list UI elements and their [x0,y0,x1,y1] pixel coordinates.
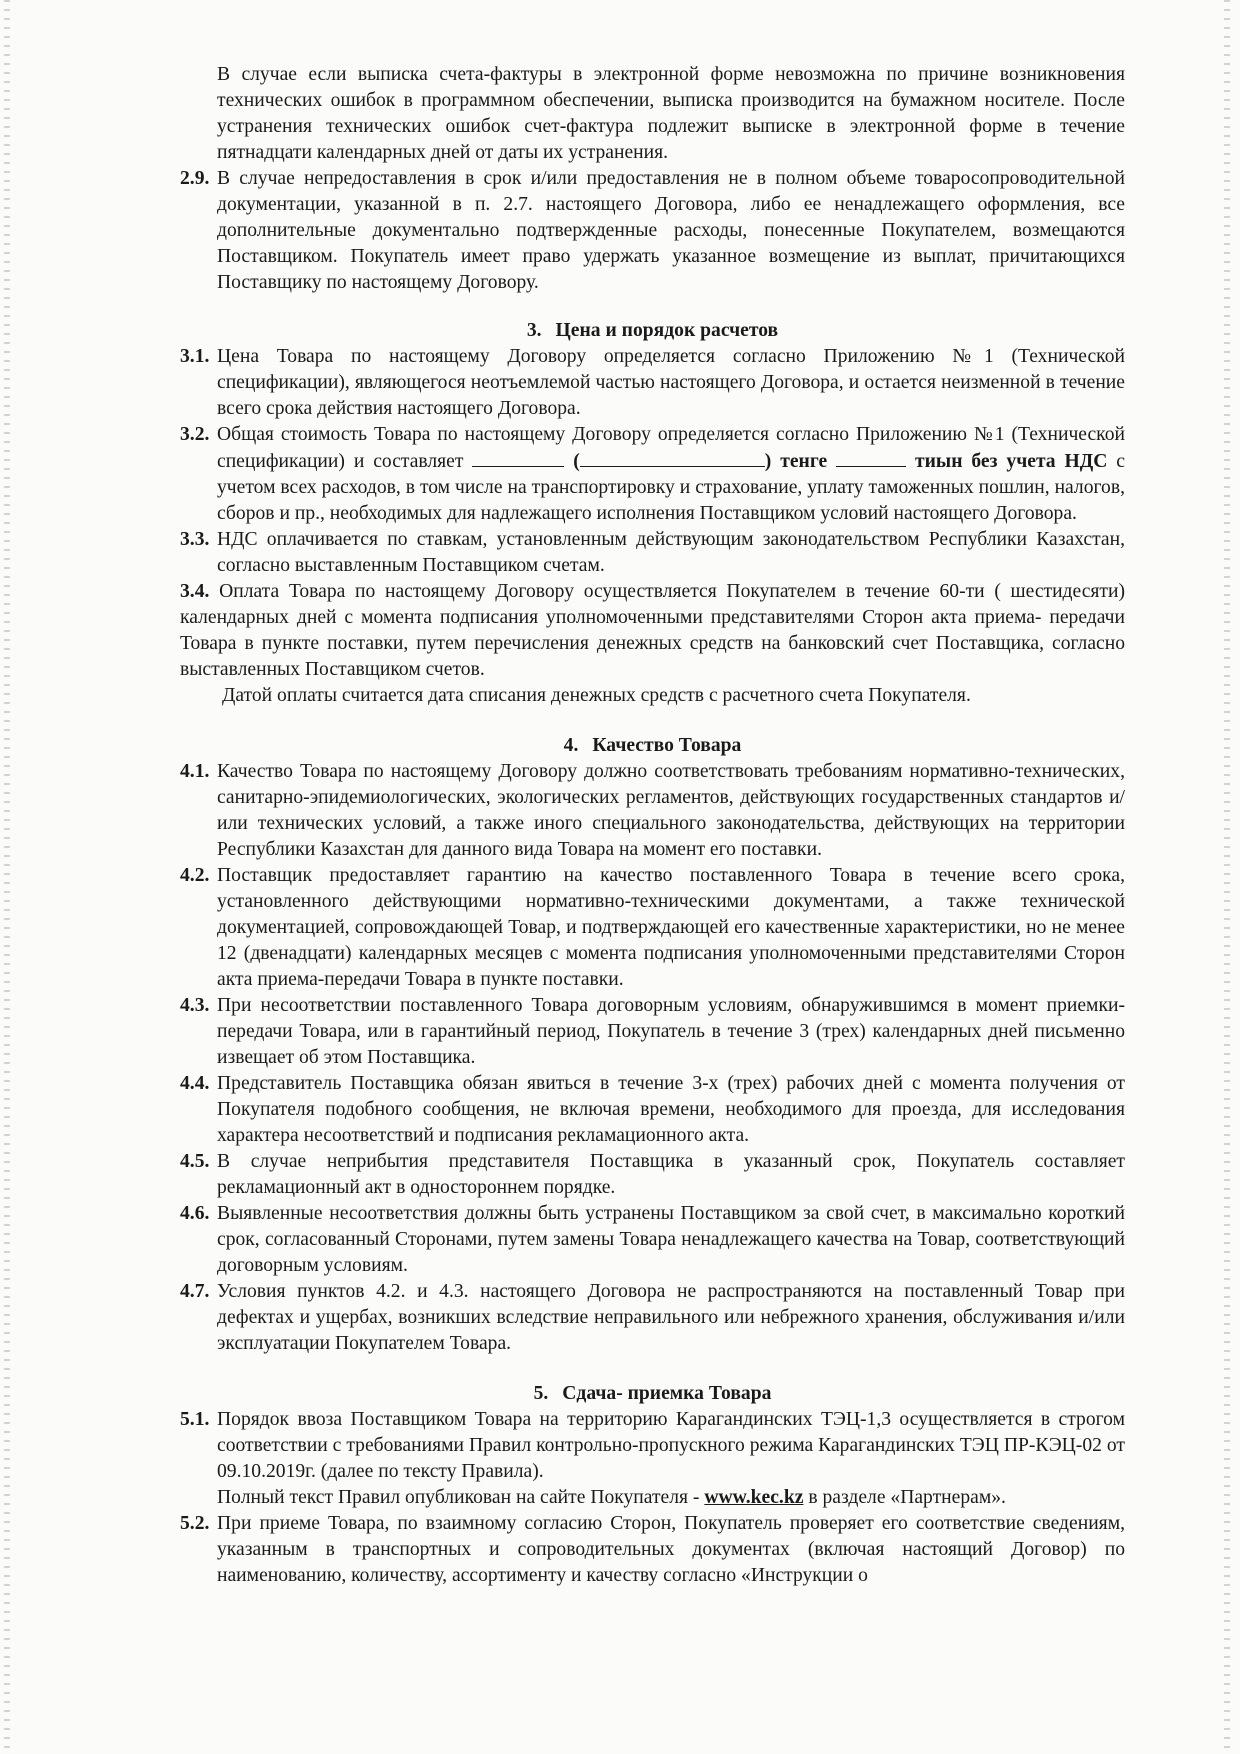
clause-3-4 [180,579,1125,683]
website-link[interactable]: www.kec.kz [704,1487,804,1508]
tenge-label: ) тенге [764,451,828,472]
amount-blank [472,448,564,467]
clause-number: 4.4. [180,1073,210,1094]
clause-text: Оплата Товара по настоящему Договору осуществляется Покупателем в течение 60-ти ( шестидесяти) календарных дней с момента подписания уполномоченными представителями Сторон акта приема- передачи Товара в пункте поставки, путем перечисления денежных средств на банковский счет Поставщика, согласно выставленных Поставщиком счетов. [180,581,1125,680]
clause-text: Цена Товара по настоящему Договору определяется согласно Приложению №1 (Технической спецификации), являющегося неотъемлемой частью настоящего Договора, и остается неизменной в течение всего срока действия настоящего Договора. [217,346,1125,419]
clause-4-7 [180,1279,1125,1357]
clause-4-5 [180,1149,1125,1201]
clause-4-2 [180,863,1125,993]
tiyn-blank [836,448,906,467]
clause-4-6 [180,1201,1125,1279]
clause-text: НДС оплачивается по ставкам, установленным действующим законодательством Республики Казахстан, согласно выставленным Поставщиком счетам. [217,529,1125,576]
clause-text: Выявленные несоответствия должны быть устранены Поставщиком за свой счет, в максимально короткий срок, согласованный Сторонами, путем замены Товара ненадлежащего качества на Товар, соответствующий договорным условиям. [217,1203,1125,1276]
section-3-heading [180,318,1125,344]
section-title: Сдача- приемка Товара [562,1383,772,1404]
section-title: Цена и порядок расчетов [555,320,779,341]
clause-text: В случае неприбытия представителя Поставщика в указанный срок, Покупатель составляет рекламационный акт в одностороннем порядке. [217,1151,1125,1198]
clause-number: 5.1. [180,1409,210,1430]
clause-4-4 [180,1071,1125,1149]
clause-5-1 [180,1407,1125,1511]
clause-text: Качество Товара по настоящему Договору должно соответствовать требованиям нормативно-технических, санитарно-эпидемиологических, экологических регламентов, действующих государственных стандартов и/или технических условий, а также иного специального законодательства, действующих на территории Республики Казахстан для данного вида Товара на момент его поставки. [217,761,1125,860]
clause-number: 4.7. [180,1281,210,1302]
rules-text-suffix: в разделе «Партнерам». [808,1487,1006,1508]
clause-text: Условия пунктов 4.2. и 4.3. настоящего Договора не распространяются на поставленный Товар при дефектах и ущербах, возникших вследствие неправильного или небрежного хранения, обслуживания и/или эксплуатации Покупателем Товара. [217,1281,1125,1354]
section-title: Качество Товара [592,735,742,756]
clause-number: 4.6. [180,1203,210,1224]
rules-link-paragraph [217,1485,1125,1511]
section-number: 4. [563,735,579,756]
section-5-heading [180,1381,1125,1407]
document-page [180,62,1125,1589]
tiyn-label: тиын без учета НДС [914,451,1108,472]
clause-text: Представитель Поставщика обязан явиться в течение 3-х (трех) рабочих дней с момента получения от Покупателя подобного сообщения, не включая времени, необходимого для проезда, для исследования характера несоответствий и подписания рекламационного акта. [217,1073,1125,1146]
clause-text: При приеме Товара, по взаимному согласию Сторон, Покупатель проверяет его соответствие сведениям, указанным в транспортных и сопроводительных документах (включая настоящий Договор) по наименованию, количеству, ассортименту и качеству согласно «Инструкции о [217,1513,1125,1586]
clause-text-b: с учетом всех расходов, в том числе на транспортировку и страхование, уплату таможенных пошлин, налогов, сборов и пр., необходимых для надлежащего исполнения Поставщиком условий настоящего Договора. [217,451,1125,524]
open-paren: ( [573,451,580,472]
clause-number: 4.2. [180,865,210,886]
clause-number: 3.4. [180,581,210,602]
clause-2-9 [180,166,1125,296]
clause-number: 5.2. [180,1513,210,1534]
clause-number: 4.1. [180,761,210,782]
clause-number: 3.3. [180,529,210,550]
clause-number: 4.5. [180,1151,210,1172]
clause-5-2 [180,1511,1125,1589]
clause-4-3 [180,993,1125,1071]
rules-text-prefix: Полный текст Правил опубликован на сайте Покупателя - [217,1487,700,1508]
clause-number: 3.1. [180,346,210,367]
left-scan-margin [4,0,10,1754]
intro-paragraph: В случае если выписка счета-фактуры в электронной форме невозможна по причине возникновения технических ошибок в программном обеспечении, выписка производится на бумажном носителе. После устранения технических ошибок счет-фактура подлежит выписке в электронной форме в течение пятнадцати календарных дней от даты их устранения. [217,64,1125,163]
section-number: 5. [533,1383,549,1404]
amount-words-blank [580,448,765,467]
clause-text: При несоответствии поставленного Товара договорным условиям, обнаружившимся в момент приемки-передачи Товара, или в гарантийный период, Покупатель в течение 3 (трех) календарных дней письменно извещает об этом Поставщика. [217,995,1125,1068]
clause-number: 3.2. [180,424,210,445]
payment-date-paragraph: Датой оплаты считается дата списания денежных средств с расчетного счета Покупателя. [222,685,971,706]
clause-text: Порядок ввоза Поставщиком Товара на территорию Карагандинских ТЭЦ-1,3 осуществляется в строгом соответствии с требованиями Правил контрольно-пропускного режима Карагандинских ТЭЦ ПР-КЭЦ-02 от 09.10.2019г. (далее по тексту Правила). [217,1409,1125,1482]
clause-text: Поставщик предоставляет гарантию на качество поставленного Товара в течение всего срока, установленного действующими нормативно-техническими документами, а также технической документацией, сопровождающей Товар, и подтверждающей его качественные характеристики, но не менее 12 (двенадцати) календарных месяцев с момента подписания уполномоченными представителями Сторон акта приема-передачи Товара в пункте поставки. [217,865,1125,990]
clause-3-2 [180,422,1125,527]
section-number: 3. [526,320,542,341]
clause-4-1 [180,759,1125,863]
clause-text: В случае непредоставления в срок и/или предоставления не в полном объеме товаросопроводительной документации, указанной в п. 2.7. настоящего Договора, либо ее ненадлежащего оформления, все дополнительные документально подтвержденные расходы, понесенные Покупателем, возмещаются Поставщиком. Покупатель имеет право удержать указанное возмещение из выплат, причитающихся Поставщику по настоящему Договору. [217,168,1125,293]
clause-3-3 [180,527,1125,579]
section-4-heading [180,733,1125,759]
clause-number: 2.9. [180,168,210,189]
clause-3-1 [180,344,1125,422]
right-scan-margin [1224,0,1230,1754]
clause-number: 4.3. [180,995,210,1016]
clause-text-a: Общая стоимость Товара по настоящему Договору определяется согласно Приложению №1 (Технической спецификации) и составляет [217,424,1125,472]
